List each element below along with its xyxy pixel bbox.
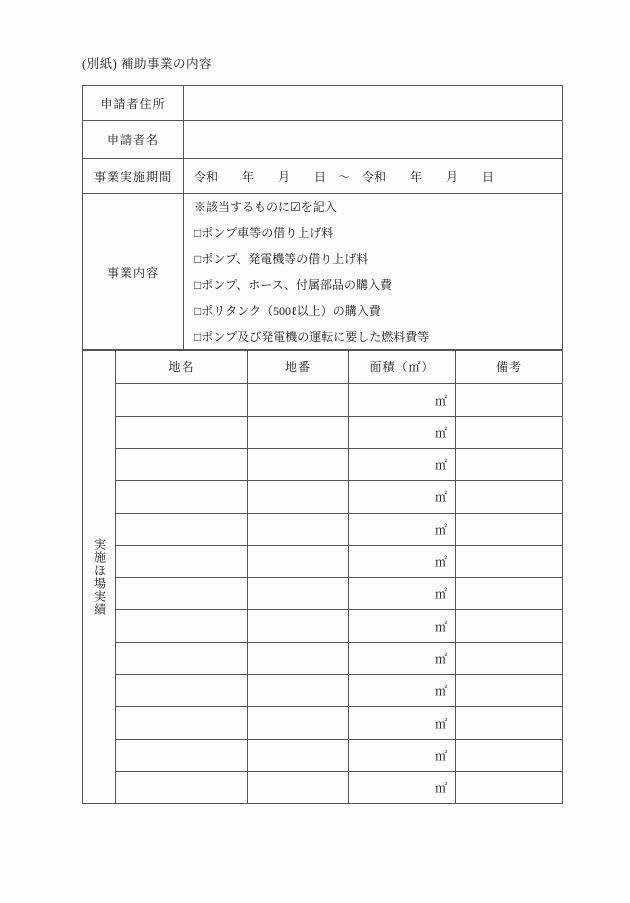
area-unit-label: ㎡ — [434, 490, 447, 505]
area-unit-label: ㎡ — [434, 781, 447, 796]
cell-area[interactable] — [349, 384, 456, 416]
row-applicant-address — [83, 86, 563, 121]
cell-place-name[interactable] — [116, 481, 248, 513]
field-record-row — [83, 449, 563, 481]
business-content-cell — [184, 194, 563, 351]
area-unit-label: ㎡ — [434, 716, 447, 731]
field-record-row — [83, 545, 563, 577]
cell-remarks[interactable] — [456, 739, 563, 771]
cell-place-name[interactable] — [116, 771, 248, 803]
cell-area[interactable] — [349, 578, 456, 610]
field-record-row — [83, 610, 563, 642]
cell-place-name[interactable] — [116, 578, 248, 610]
cell-remarks[interactable] — [456, 416, 563, 448]
header-area: 面積（㎡） — [349, 350, 456, 384]
area-unit-label: ㎡ — [434, 619, 447, 634]
field-record-row — [83, 384, 563, 416]
header-place-name: 地名 — [116, 350, 248, 384]
page-title: (別紙) 補助事業の内容 — [82, 57, 212, 71]
checkbox-poly-tank-purchase[interactable]: □ポリタンク（500ℓ以上）の購入費 — [194, 304, 381, 318]
area-unit-label: ㎡ — [434, 393, 447, 408]
cell-remarks[interactable] — [456, 707, 563, 739]
row-business-content — [83, 194, 563, 351]
label-business-content: 事業内容 — [83, 194, 184, 351]
checkbox-pump-truck-rental[interactable]: □ポンプ車等の借り上げ料 — [194, 226, 334, 240]
area-unit-label: ㎡ — [434, 458, 447, 473]
cell-area[interactable] — [349, 739, 456, 771]
cell-place-name[interactable] — [116, 384, 248, 416]
cell-place-name[interactable] — [116, 416, 248, 448]
cell-lot-number[interactable] — [248, 449, 349, 481]
row-applicant-name — [83, 121, 563, 159]
cell-area[interactable] — [349, 449, 456, 481]
cell-area[interactable] — [349, 416, 456, 448]
cell-lot-number[interactable] — [248, 610, 349, 642]
cell-area[interactable] — [349, 513, 456, 545]
cell-place-name[interactable] — [116, 449, 248, 481]
field-record-row — [83, 578, 563, 610]
cell-remarks[interactable] — [456, 771, 563, 803]
area-unit-label: ㎡ — [434, 748, 447, 763]
area-unit-label: ㎡ — [434, 522, 447, 537]
cell-area[interactable] — [349, 771, 456, 803]
checkbox-instruction-note: ※該当するものに☑を記入 — [194, 200, 337, 214]
cell-place-name[interactable] — [116, 642, 248, 674]
cell-remarks[interactable] — [456, 610, 563, 642]
cell-remarks[interactable] — [456, 545, 563, 577]
cell-remarks[interactable] — [456, 578, 563, 610]
label-applicant-address: 申請者住所 — [83, 86, 184, 121]
cell-remarks[interactable] — [456, 675, 563, 707]
cell-lot-number[interactable] — [248, 481, 349, 513]
cell-lot-number[interactable] — [248, 384, 349, 416]
field-record-row — [83, 481, 563, 513]
cell-place-name[interactable] — [116, 739, 248, 771]
cell-place-name[interactable] — [116, 545, 248, 577]
field-results-table — [82, 349, 563, 804]
label-implementation-period: 事業実施期間 — [83, 159, 184, 194]
cell-area[interactable] — [349, 707, 456, 739]
cell-area[interactable] — [349, 481, 456, 513]
field-record-row — [83, 513, 563, 545]
field-record-row — [83, 642, 563, 674]
cell-lot-number[interactable] — [248, 707, 349, 739]
checkbox-fuel-cost[interactable]: □ポンプ及び発電機の運転に要した燃料費等 — [194, 330, 430, 344]
field-results-header-row — [83, 350, 563, 384]
cell-lot-number[interactable] — [248, 416, 349, 448]
field-record-row — [83, 416, 563, 448]
field-record-row — [83, 675, 563, 707]
field-applicant-name[interactable] — [184, 121, 563, 159]
field-record-row — [83, 707, 563, 739]
cell-lot-number[interactable] — [248, 578, 349, 610]
cell-remarks[interactable] — [456, 384, 563, 416]
cell-area[interactable] — [349, 675, 456, 707]
cell-place-name[interactable] — [116, 610, 248, 642]
area-unit-label: ㎡ — [434, 555, 447, 570]
cell-area[interactable] — [349, 610, 456, 642]
cell-place-name[interactable] — [116, 675, 248, 707]
cell-lot-number[interactable] — [248, 739, 349, 771]
cell-remarks[interactable] — [456, 481, 563, 513]
cell-lot-number[interactable] — [248, 513, 349, 545]
label-applicant-name: 申請者名 — [83, 121, 184, 159]
cell-area[interactable] — [349, 545, 456, 577]
cell-remarks[interactable] — [456, 449, 563, 481]
cell-lot-number[interactable] — [248, 642, 349, 674]
side-label-field-results: 実施ほ場実績 — [83, 350, 116, 804]
field-applicant-address[interactable] — [184, 86, 563, 121]
row-implementation-period — [83, 159, 563, 194]
area-unit-label: ㎡ — [434, 587, 447, 602]
header-remarks: 備考 — [456, 350, 563, 384]
field-implementation-period[interactable]: 令和 年 月 日 ～ 令和 年 月 日 — [184, 159, 563, 194]
field-record-row — [83, 739, 563, 771]
area-unit-label: ㎡ — [434, 684, 447, 699]
area-unit-label: ㎡ — [434, 425, 447, 440]
cell-lot-number[interactable] — [248, 545, 349, 577]
field-record-row — [83, 771, 563, 803]
area-unit-label: ㎡ — [434, 651, 447, 666]
checkbox-pump-hose-parts-purchase[interactable]: □ポンプ、ホース、付属部品の購入費 — [194, 278, 393, 292]
checkbox-pump-generator-rental[interactable]: □ポンプ、発電機等の借り上げ料 — [194, 252, 369, 266]
applicant-info-table — [82, 85, 563, 351]
cell-area[interactable] — [349, 642, 456, 674]
cell-place-name[interactable] — [116, 707, 248, 739]
cell-lot-number[interactable] — [248, 771, 349, 803]
cell-remarks[interactable] — [456, 642, 563, 674]
cell-remarks[interactable] — [456, 513, 563, 545]
cell-place-name[interactable] — [116, 513, 248, 545]
header-lot-number: 地番 — [248, 350, 349, 384]
cell-lot-number[interactable] — [248, 675, 349, 707]
